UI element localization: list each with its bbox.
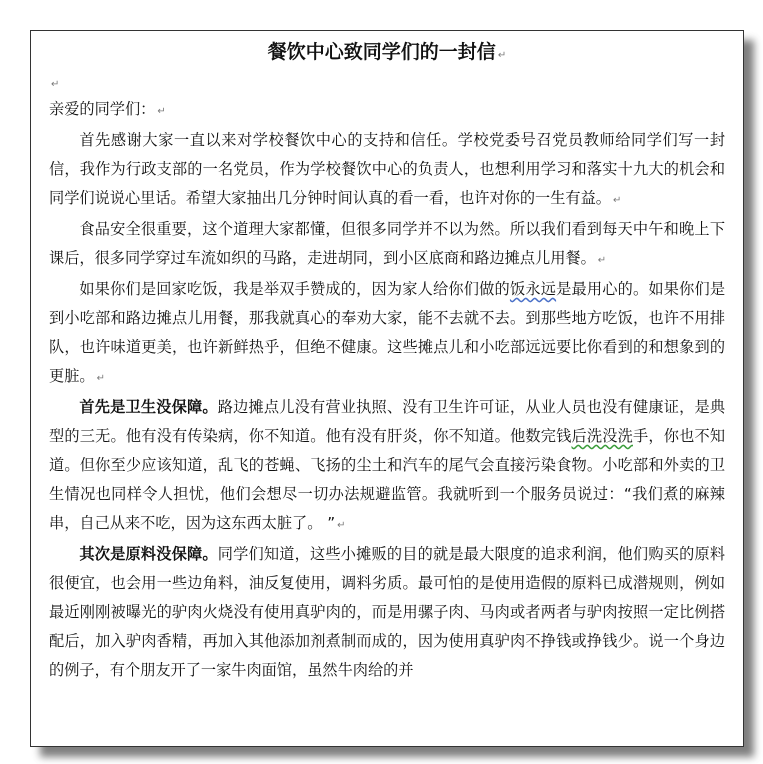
paragraph-1 [49,126,725,215]
paragraph-text: 食品安全很重要，这个道理大家都懂，但很多同学并不以为然。所以我们看到每天中午和晚上下课后，很多同学穿过车流如织的马路，走进胡同，到小区底商和路边摊点儿用餐。 [49,220,725,267]
paragraph-mark-icon: ↵ [597,255,607,266]
paragraph-text: 是最用心的。如果你们是到小吃部和路边摊点儿用餐，那我就真心的奉劝大家，能不去就不去。到那些地方吃饭，也许不用排队，也许味道更美，也许新鲜热乎，但绝不健康。这些摊点儿和小吃部远远要比你看到的和想象到的更脏。 [49,280,726,385]
document-title-text: 餐饮中心致同学们的一封信 [267,41,496,63]
paragraph-3 [49,275,725,393]
paragraph-mark-icon: ↵ [612,195,622,206]
document-title [49,39,725,69]
paragraph-text: 如果你们是回家吃饭，我是举双手赞成的，因为家人给你们做的 [79,280,510,298]
document-page [30,30,744,747]
paragraph-2 [49,215,725,275]
paragraph-4 [49,393,725,540]
grammar-flagged-text: 饭永远 [509,280,557,298]
paragraph-lead: 其次是原料没保障。 [79,545,218,563]
paragraph-mark-icon: ↵ [497,50,507,61]
paragraph-mark-icon: ↵ [51,79,60,90]
empty-line [49,69,725,95]
paragraph-5 [49,540,725,685]
paragraph-mark-icon: ↵ [96,373,105,384]
paragraph-text: 同学们知道，这些小摊贩的目的就是最大限度的追求利润，他们购买的原料很便宜，也会用一些边角料，油反复使用，调料劣质。最可怕的是使用造假的原料已成潜规则，例如最近刚刚被曝光的驴肉火烧没有使用真驴肉的，而是用骡子肉、马肉或者两者与驴肉按照一定比例搭配后，加入驴肉香精，再加入其他添加剂煮制而成的，因为使用真驴肉不挣钱或挣钱少。说一个身边的例子，有个朋友开了一家牛肉面馆，虽然牛肉给的并 [49,545,726,679]
paragraph-lead: 首先是卫生没保障。 [79,398,218,416]
paragraph-mark-icon: ↵ [337,520,346,531]
document-body [49,31,725,685]
paragraph-text: 首先感谢大家一直以来对学校餐饮中心的支持和信任。学校党委号召党员教师给同学们写一封信，我作为行政支部的一名党员，作为学校餐饮中心的负责人，也想利用学习和落实十九大的机会和同学们说说心里话。希望大家抽出几分钟时间认真的看一看，也许对你的一生有益。 [49,131,725,207]
salutation-text: 亲爱的同学们： [49,100,156,118]
paragraph-mark-icon: ↵ [157,106,166,117]
paragraph-text: 路边摊点儿没有营业执照、没有卫生许可证，从业人员也没有健康证，是典型的三无。他有没有传染病，你不知道。他有没有肝炎，你不知道。他数完钱 [49,398,726,445]
paragraph-text: 手，你也不知道。但你至少应该知道，乱飞的苍蝇、飞扬的尘土和汽车的尾气会直接污染食物。小吃部和外卖的卫生情况也同样令人担忧，他们会想尽一切办法规避监管。我就听到一个服务员说过：“我们煮的麻辣串，自己从来不吃，因为这东西太脏了。 ” [49,427,726,532]
salutation [49,95,725,126]
spelling-flagged-text: 后洗没洗 [571,427,633,445]
